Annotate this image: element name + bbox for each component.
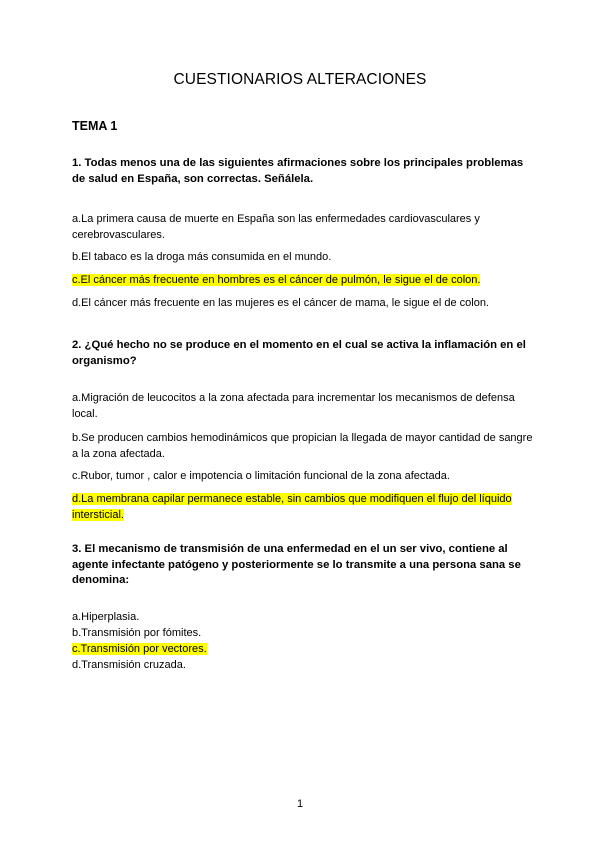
question-3-option-d: d.Transmisión cruzada. xyxy=(72,659,186,671)
question-1-option-b: b.El tabaco es la droga más consumida en el mundo. xyxy=(72,251,332,263)
highlighted-answer: c.Transmisión por vectores. xyxy=(72,643,207,655)
question-2-option-a: a.Migración de leucocitos a la zona afectada para incrementar los mecanismos de defensa local. xyxy=(72,392,515,420)
question-3-option-a: a.Hiperplasia. xyxy=(72,611,140,623)
question-2-option-b: b.Se producen cambios hemodinámicos que propician la llegada de mayor cantidad de sangre a la zona afectada. xyxy=(72,432,533,460)
question-1-option-a: a.La primera causa de muerte en España son las enfermedades cardiovasculares y cerebrovasculares. xyxy=(72,213,480,241)
question-3-option-c xyxy=(72,641,534,657)
question-2-option-c: c.Rubor, tumor , calor e impotencia o limitación funcional de la zona afectada. xyxy=(72,470,450,482)
question-1: 1. Todas menos una de las siguientes afirmaciones sobre los principales problemas de salud en España, son correctas. Señálela. xyxy=(72,157,524,185)
section-heading: TEMA 1 xyxy=(72,119,118,133)
highlighted-answer: c.El cáncer más frecuente en hombres es el cáncer de pulmón, le sigue el de colon. xyxy=(72,274,481,286)
document-title: CUESTIONARIOS ALTERACIONES xyxy=(173,71,427,88)
question-3-option-b: b.Transmisión por fómites. xyxy=(72,627,202,639)
question-1-option-d: d.El cáncer más frecuente en las mujeres es el cáncer de mama, le sigue el de colon. xyxy=(72,297,489,309)
page-number: 1 xyxy=(296,798,304,810)
highlighted-answer: d.La membrana capilar permanece estable, sin cambios que modifiquen el flujo del líquido intersticial. xyxy=(72,493,512,521)
question-2-option-d xyxy=(72,491,534,523)
question-1-option-c xyxy=(72,272,534,288)
question-3: 3. El mecanismo de transmisión de una enfermedad en el un ser vivo, contiene al agente infectante patógeno y posteriormente se lo transmite a una persona sana se denomina: xyxy=(72,543,521,586)
question-2: 2. ¿Qué hecho no se produce en el momento en el cual se activa la inflamación en el organismo? xyxy=(72,339,526,367)
